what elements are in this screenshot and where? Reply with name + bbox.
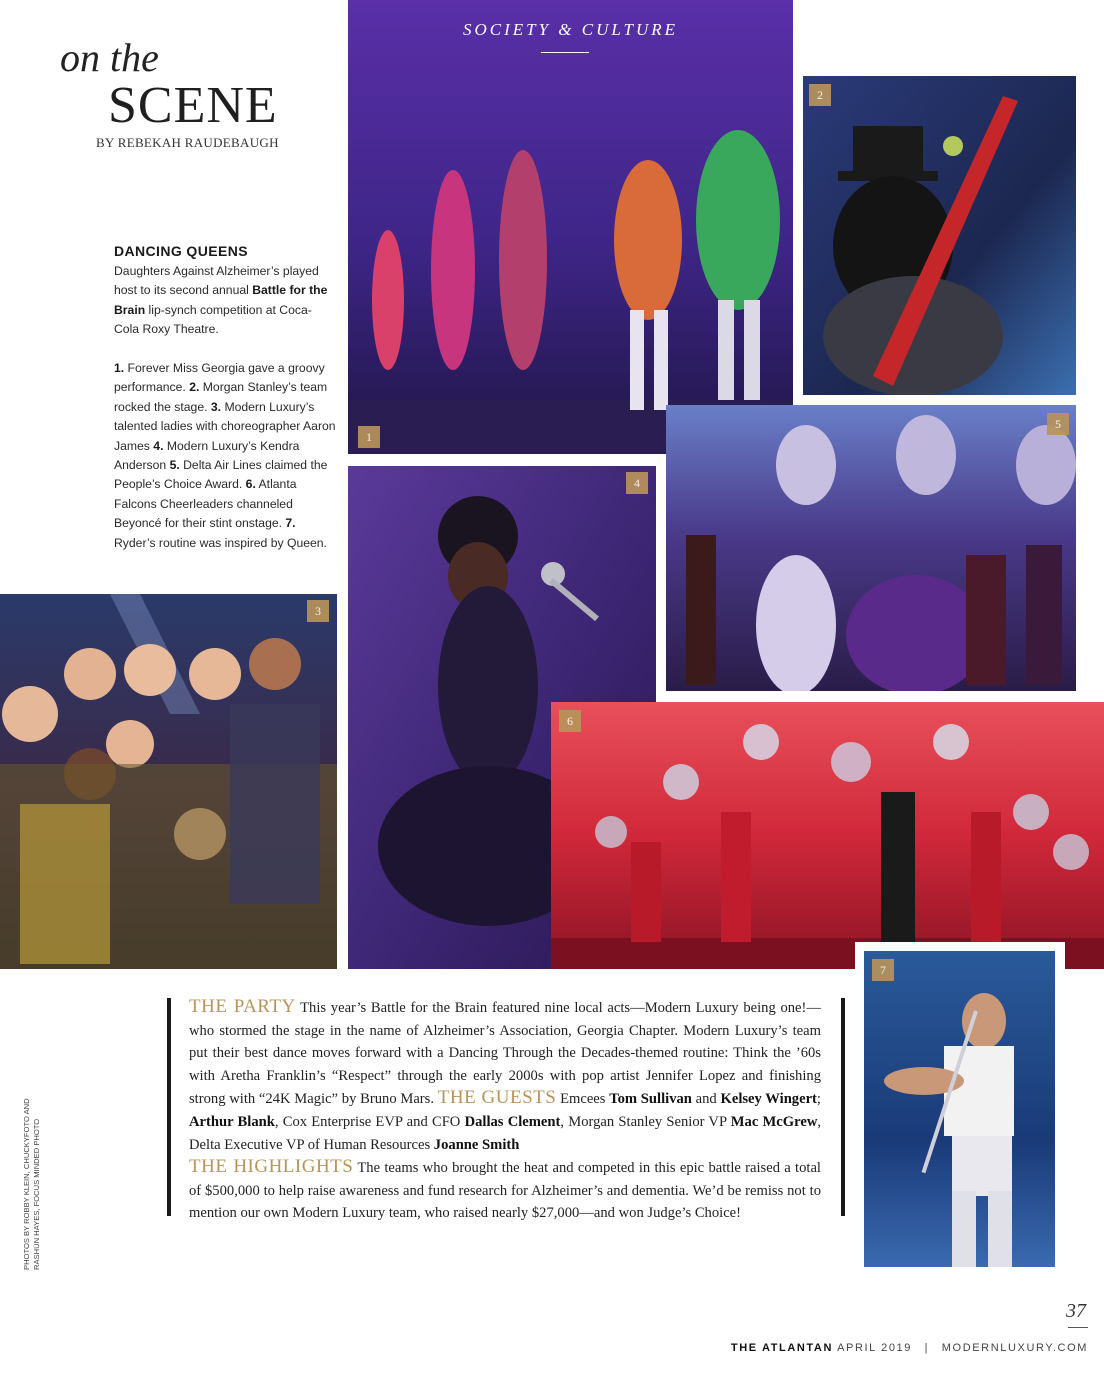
headline-kicker: on the [60, 35, 159, 80]
photo-2-image [803, 76, 1076, 395]
photo-1-image [348, 0, 793, 454]
photo-dancing-queens [348, 0, 793, 454]
article-rule-left [167, 998, 171, 1216]
footer-magazine: THE ATLANTAN [730, 1342, 834, 1354]
section-label: SOCIETY & CULTURE [462, 20, 679, 39]
photo-3-image [0, 594, 337, 969]
photo-badge-5: 5 [1047, 413, 1069, 435]
footer-separator: | [924, 1342, 930, 1354]
photo-badge-6: 6 [559, 710, 581, 732]
photo-modern-luxury-team [0, 594, 337, 969]
photo-badge-7: 7 [872, 959, 894, 981]
byline: BY REBEKAH RAUDEBAUGH [96, 135, 279, 150]
heading-the-guests: THE GUESTS [437, 1087, 557, 1109]
event-name: Battle for the Brain [114, 283, 328, 317]
footer [731, 1342, 1088, 1354]
photo-7-image [864, 951, 1055, 1267]
section-rule [541, 52, 589, 53]
heading-the-highlights: THE HIGHLIGHTS [189, 1156, 354, 1178]
headline-title: SCENE [108, 77, 278, 134]
photo-falcons-cheerleaders [551, 702, 1104, 969]
heading-the-party: THE PARTY [189, 996, 296, 1017]
photo-badge-2: 2 [809, 84, 831, 106]
photo-credit: PHOTOS BY ROBBY KLEIN, CHUCKYFOTO AND RASHUN HAYES, FOCUS MINDED PHOTO [22, 1098, 41, 1270]
photo-captions: 1. Forever Miss Georgia gave a groovy performance. 2. Morgan Stanley’s team rocked the stage. 3. Modern Luxury’s talented ladies with choreographer Aaron James 4. Modern Luxury’s Kendra Anderson 5. Delta Air Lines claimed the People’s Choice Award. 6. Atlanta Falcons Cheerleaders channeled Beyoncé for their stint onstage. 7. Ryder’s routine was inspired by Queen. [114, 361, 336, 550]
sidebar-intro: Daughters Against Alzheimer’s played host to its second annual Battle for the Brain lip-synch competition at Coca-Cola Roxy Theatre. [114, 264, 328, 337]
photo-5-image [666, 405, 1076, 691]
page-number: 37 [1066, 1300, 1086, 1322]
page-number-rule [1068, 1327, 1088, 1328]
article-rule-right [841, 998, 845, 1216]
sidebar-title: DANCING QUEENS [114, 243, 248, 259]
photo-delta [666, 405, 1076, 691]
photo-badge-3: 3 [307, 600, 329, 622]
photo-ryder-queen [864, 951, 1055, 1267]
photo-6-image [551, 702, 1104, 969]
footer-website[interactable]: MODERNLUXURY.COM [941, 1342, 1088, 1354]
footer-issue: APRIL 2019 [837, 1342, 912, 1354]
article-body: THE PARTY This year’s Battle for the Brain featured nine local acts—Modern Luxury being one!—who stormed the stage in the name of Alzheimer’s Association, Georgia Chapter. Modern Luxury’s team put their best dance moves forward with a Dancing Through the Decades-themed routine: Think the ’60s with Aretha Franklin’s “Respect” through the early 2000s with pop artist Jennifer Lopez and finishing strong with “24K Magic” by Bruno Mars. THE GUESTS Emcees Tom Sullivan and Kelsey Wingert; Arthur Blank, Cox Enterprise EVP and CFO Dallas Clement, Morgan Stanley Senior VP Mac McGrew, Delta Executive VP of Human Resources Joanne Smith THE HIGHLIGHTS The teams who brought the heat and competed in this epic battle raised a total of $500,000 to help raise awareness and fund research for Alzheimer’s and dementia. We’d be remiss not to mention our own Modern Luxury team, who raised nearly $27,000—and won Judge’s Choice! [189, 996, 822, 1222]
photo-badge-4: 4 [626, 472, 648, 494]
photo-badge-1: 1 [358, 426, 380, 448]
photo-morgan-stanley [803, 76, 1076, 395]
